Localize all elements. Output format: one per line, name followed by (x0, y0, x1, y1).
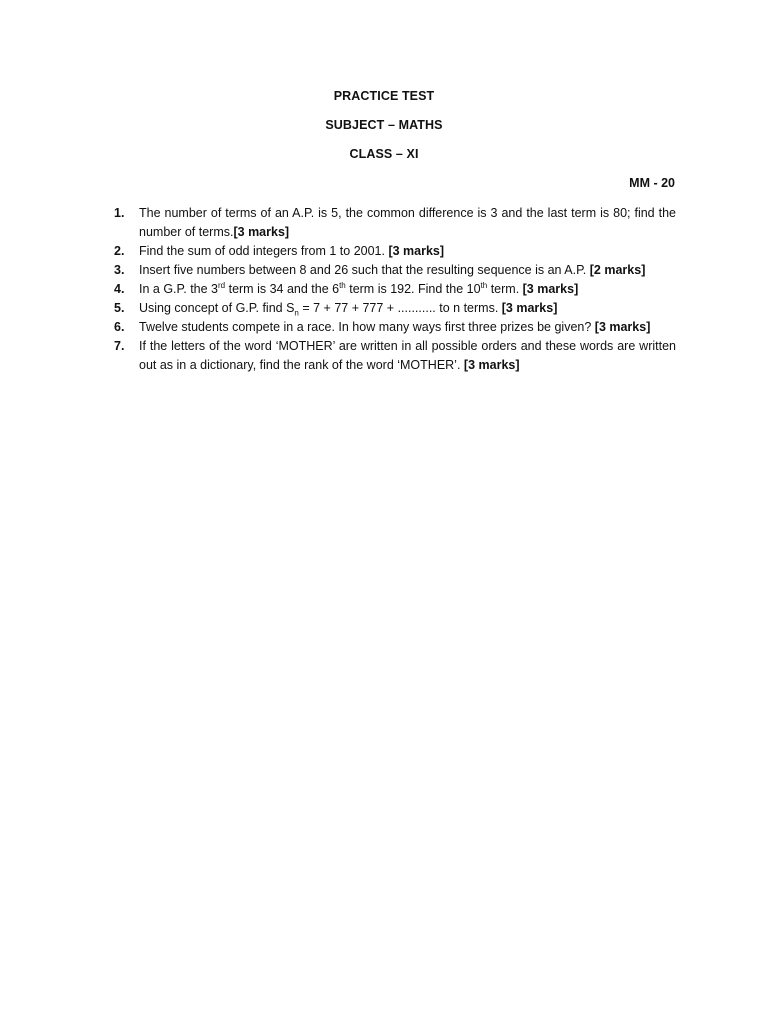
question-item (114, 242, 676, 261)
question-item (114, 280, 676, 299)
test-title: PRACTICE TEST (333, 89, 435, 103)
question-marks: [3 marks] (388, 244, 445, 258)
question-marks: [3 marks] (522, 282, 579, 296)
question-marks: [3 marks] (594, 320, 651, 334)
question-text: = 7 + 77 + 777 + ........... to n terms. (298, 301, 502, 315)
question-number: 7. (114, 339, 125, 353)
question-marks: [3 marks] (501, 301, 558, 315)
question-item (114, 204, 676, 242)
question-number: 2. (114, 244, 125, 258)
question-text: term is 34 and the 6 (225, 282, 340, 296)
question-text: The number of terms of an A.P. is 5, the common difference is 3 and the last term is 80; find the number of terms. (139, 206, 676, 239)
question-number: 4. (114, 282, 125, 296)
question-text: Twelve students compete in a race. In how many ways first three prizes be given? (139, 320, 595, 334)
ordinal-suffix: th (480, 280, 488, 290)
subject-heading: SUBJECT – MATHS (325, 118, 443, 132)
question-text: Insert five numbers between 8 and 26 such that the resulting sequence is an A.P. (139, 263, 590, 277)
question-text: Find the sum of odd integers from 1 to 2001. (139, 244, 389, 258)
question-text: If the letters of the word ‘MOTHER’ are written in all possible orders and these words are written out as in a dictionary, find the rank of the word ‘MOTHER’. (139, 339, 676, 372)
question-number: 6. (114, 320, 125, 334)
question-marks: [2 marks] (589, 263, 646, 277)
question-number: 3. (114, 263, 125, 277)
class-heading: CLASS – XI (349, 147, 419, 161)
question-text: In a G.P. the 3 (139, 282, 218, 296)
question-text: term. (487, 282, 523, 296)
ordinal-suffix: rd (218, 280, 226, 290)
question-item (114, 261, 676, 280)
question-item (114, 318, 676, 337)
question-item (114, 299, 676, 318)
question-marks: [3 marks] (233, 225, 290, 239)
question-list (114, 204, 676, 375)
max-marks: MM - 20 (629, 176, 675, 190)
ordinal-suffix: th (339, 280, 346, 290)
question-number: 5. (114, 301, 125, 315)
question-item (114, 337, 676, 375)
question-marks: [3 marks] (463, 358, 520, 372)
question-text: Using concept of G.P. find S (139, 301, 295, 315)
subscript: n (294, 308, 299, 318)
question-text: term is 192. Find the 10 (345, 282, 481, 296)
question-number: 1. (114, 206, 125, 220)
